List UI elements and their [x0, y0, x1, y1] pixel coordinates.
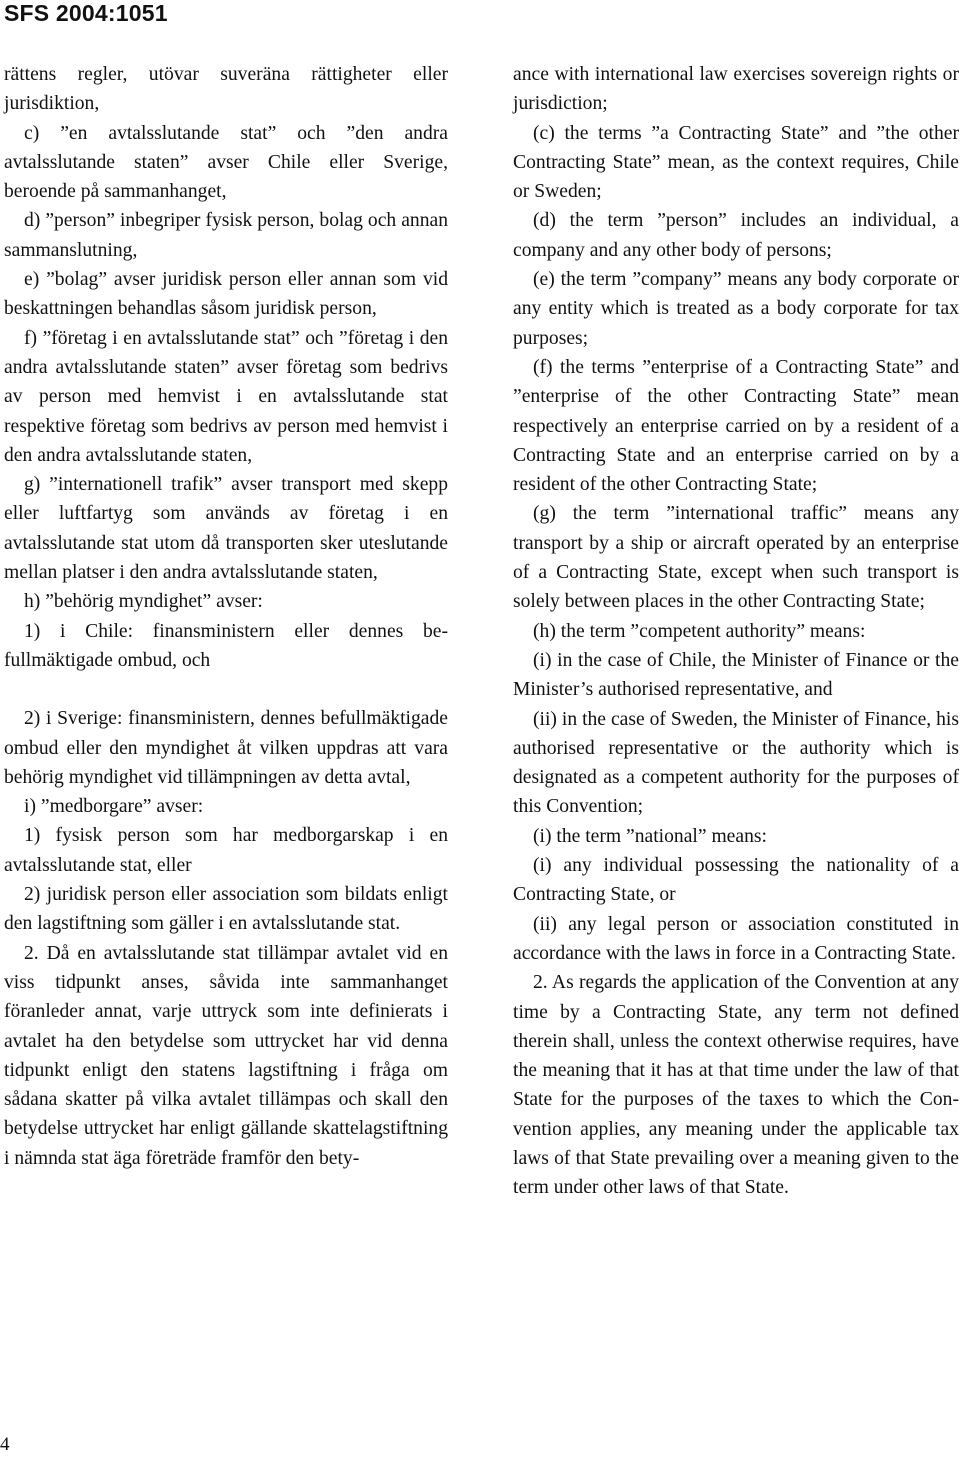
swedish-definition-i-2: 2) juridisk person eller association som bildats enligt den lagstiftning som gäller i en avtalsslutande stat. [4, 884, 448, 935]
swedish-definition-h-1: 1) i Chile: finansministern eller dennes befullmäktigade ombud, och [4, 620, 448, 671]
english-text-column [513, 60, 959, 1203]
english-definition-h-i: (i) in the case of Chile, the Minister of Finance or the Minister’s authorised representative, and [513, 649, 959, 701]
english-definition-i-i: (i) any individual possessing the nationality of a Contracting State, or [513, 855, 959, 906]
english-definition-i-ii: (ii) any legal person or association constituted in accordance with the laws in force in a Contracting State. [513, 913, 959, 964]
swedish-definition-f: f) ”företag i en avtalsslutande stat” och ”företag i den andra avtalsslutande staten” avser företag som bedrivs av person med hemvist i en avtalsslutande stat respektive företag som bedrivs av person med hemvist i den andra avtalsslutande staten, [4, 327, 448, 466]
english-definition-e: (e) the term ”company” means any body corporate or any entity which is treated as a body corporate for tax purposes; [513, 269, 959, 349]
swedish-definition-d: d) ”person” inbegriper fysisk person, bolag och annan sammanslutning, [4, 210, 448, 261]
document-reference-header: SFS 2004:1051 [4, 0, 168, 26]
swedish-paragraph-2: 2. Då en avtalsslutande stat tillämpar avtalet vid en viss tidpunkt anses, såvida inte sammanhanget föranleder annat, varje uttryck som inte definierats i avtalet ha den betydelse som uttrycket har vid denna tidpunkt enligt den statens lagstiftning i fråga om sådana skatter på vilka avtalet tillämpas och skall den betydelse uttrycket har enligt gällande skattelagstiftning i nämnda stat äga företräde framför den bety- [4, 942, 448, 1169]
swedish-definition-h-2: 2) i Sverige: finansministern, dennes befullmäktigade ombud eller den myndighet åt vilken uppdras att vara behörig myndighet vid tillämpningen av detta avtal, [4, 708, 448, 788]
swedish-definition-c: c) ”en avtalsslutande stat” och ”den andra avtalsslutande staten” avser Chile eller Sverige, beroende på sammanhanget, [4, 122, 448, 203]
english-definition-i: (i) the term ”national” means: [533, 825, 767, 847]
swedish-text-column [4, 60, 448, 1173]
swedish-definition-h: h) ”behörig myndighet” avser: [24, 591, 263, 613]
swedish-definition-e: e) ”bolag” avser juridisk person eller annan som vid beskattningen behandlas såsom juridisk person, [4, 269, 448, 320]
swedish-definition-g: g) ”internationell trafik” avser transport med skepp eller luftfartyg som används av företag i en avtalsslutande stat utom då transporten sker uteslutande mellan platser i den andra avtalsslutande staten, [4, 474, 448, 584]
swedish-definition-i: i) ”medborgare” avser: [24, 796, 204, 818]
swedish-paragraph-continuation: rättens regler, utövar suveräna rättigheter eller jurisdiktion, [4, 64, 448, 115]
english-definition-h-ii: (ii) in the case of Sweden, the Minister of Finance, his authorised representative or the authority which is designated as a competent authority for the purposes of this Convention; [513, 708, 959, 818]
english-definition-f: (f) the terms ”enterprise of a Contracting State” and ”enterprise of the other Contracting State” mean respectively an enterprise carried on by a resident of a Contracting State and an enterprise carried on by a resident of the other Contracting State; [513, 356, 959, 496]
page-number: 4 [0, 1434, 10, 1455]
english-paragraph-continuation: ance with international law exercises sovereign rights or jurisdiction; [513, 64, 959, 115]
english-definition-g: (g) the term ”international traffic” means any transport by a ship or aircraft operated by an enterprise of a Contracting State, except when such transport is solely between places in the other Contracting State; [513, 503, 959, 613]
english-definition-d: (d) the term ”person” includes an individual, a company and any other body of persons; [513, 210, 959, 261]
english-paragraph-2: 2. As regards the application of the Convention at any time by a Contracting State, any term not defined therein shall, unless the context otherwise requires, have the meaning that it has at that time under the law of that State for the purposes of the taxes to which the Convention applies, any meaning under the applicable tax laws of that State prevailing over a meaning given to the term under other laws of that State. [513, 972, 959, 1199]
swedish-definition-i-1: 1) fysisk person som har medborgarskap i en avtalsslutande stat, eller [4, 825, 448, 876]
english-definition-c: (c) the terms ”a Contracting State” and ”the other Contracting State” mean, as the context requires, Chile or Sweden; [513, 122, 959, 203]
english-definition-h: (h) the term ”competent authority” means: [533, 620, 866, 642]
